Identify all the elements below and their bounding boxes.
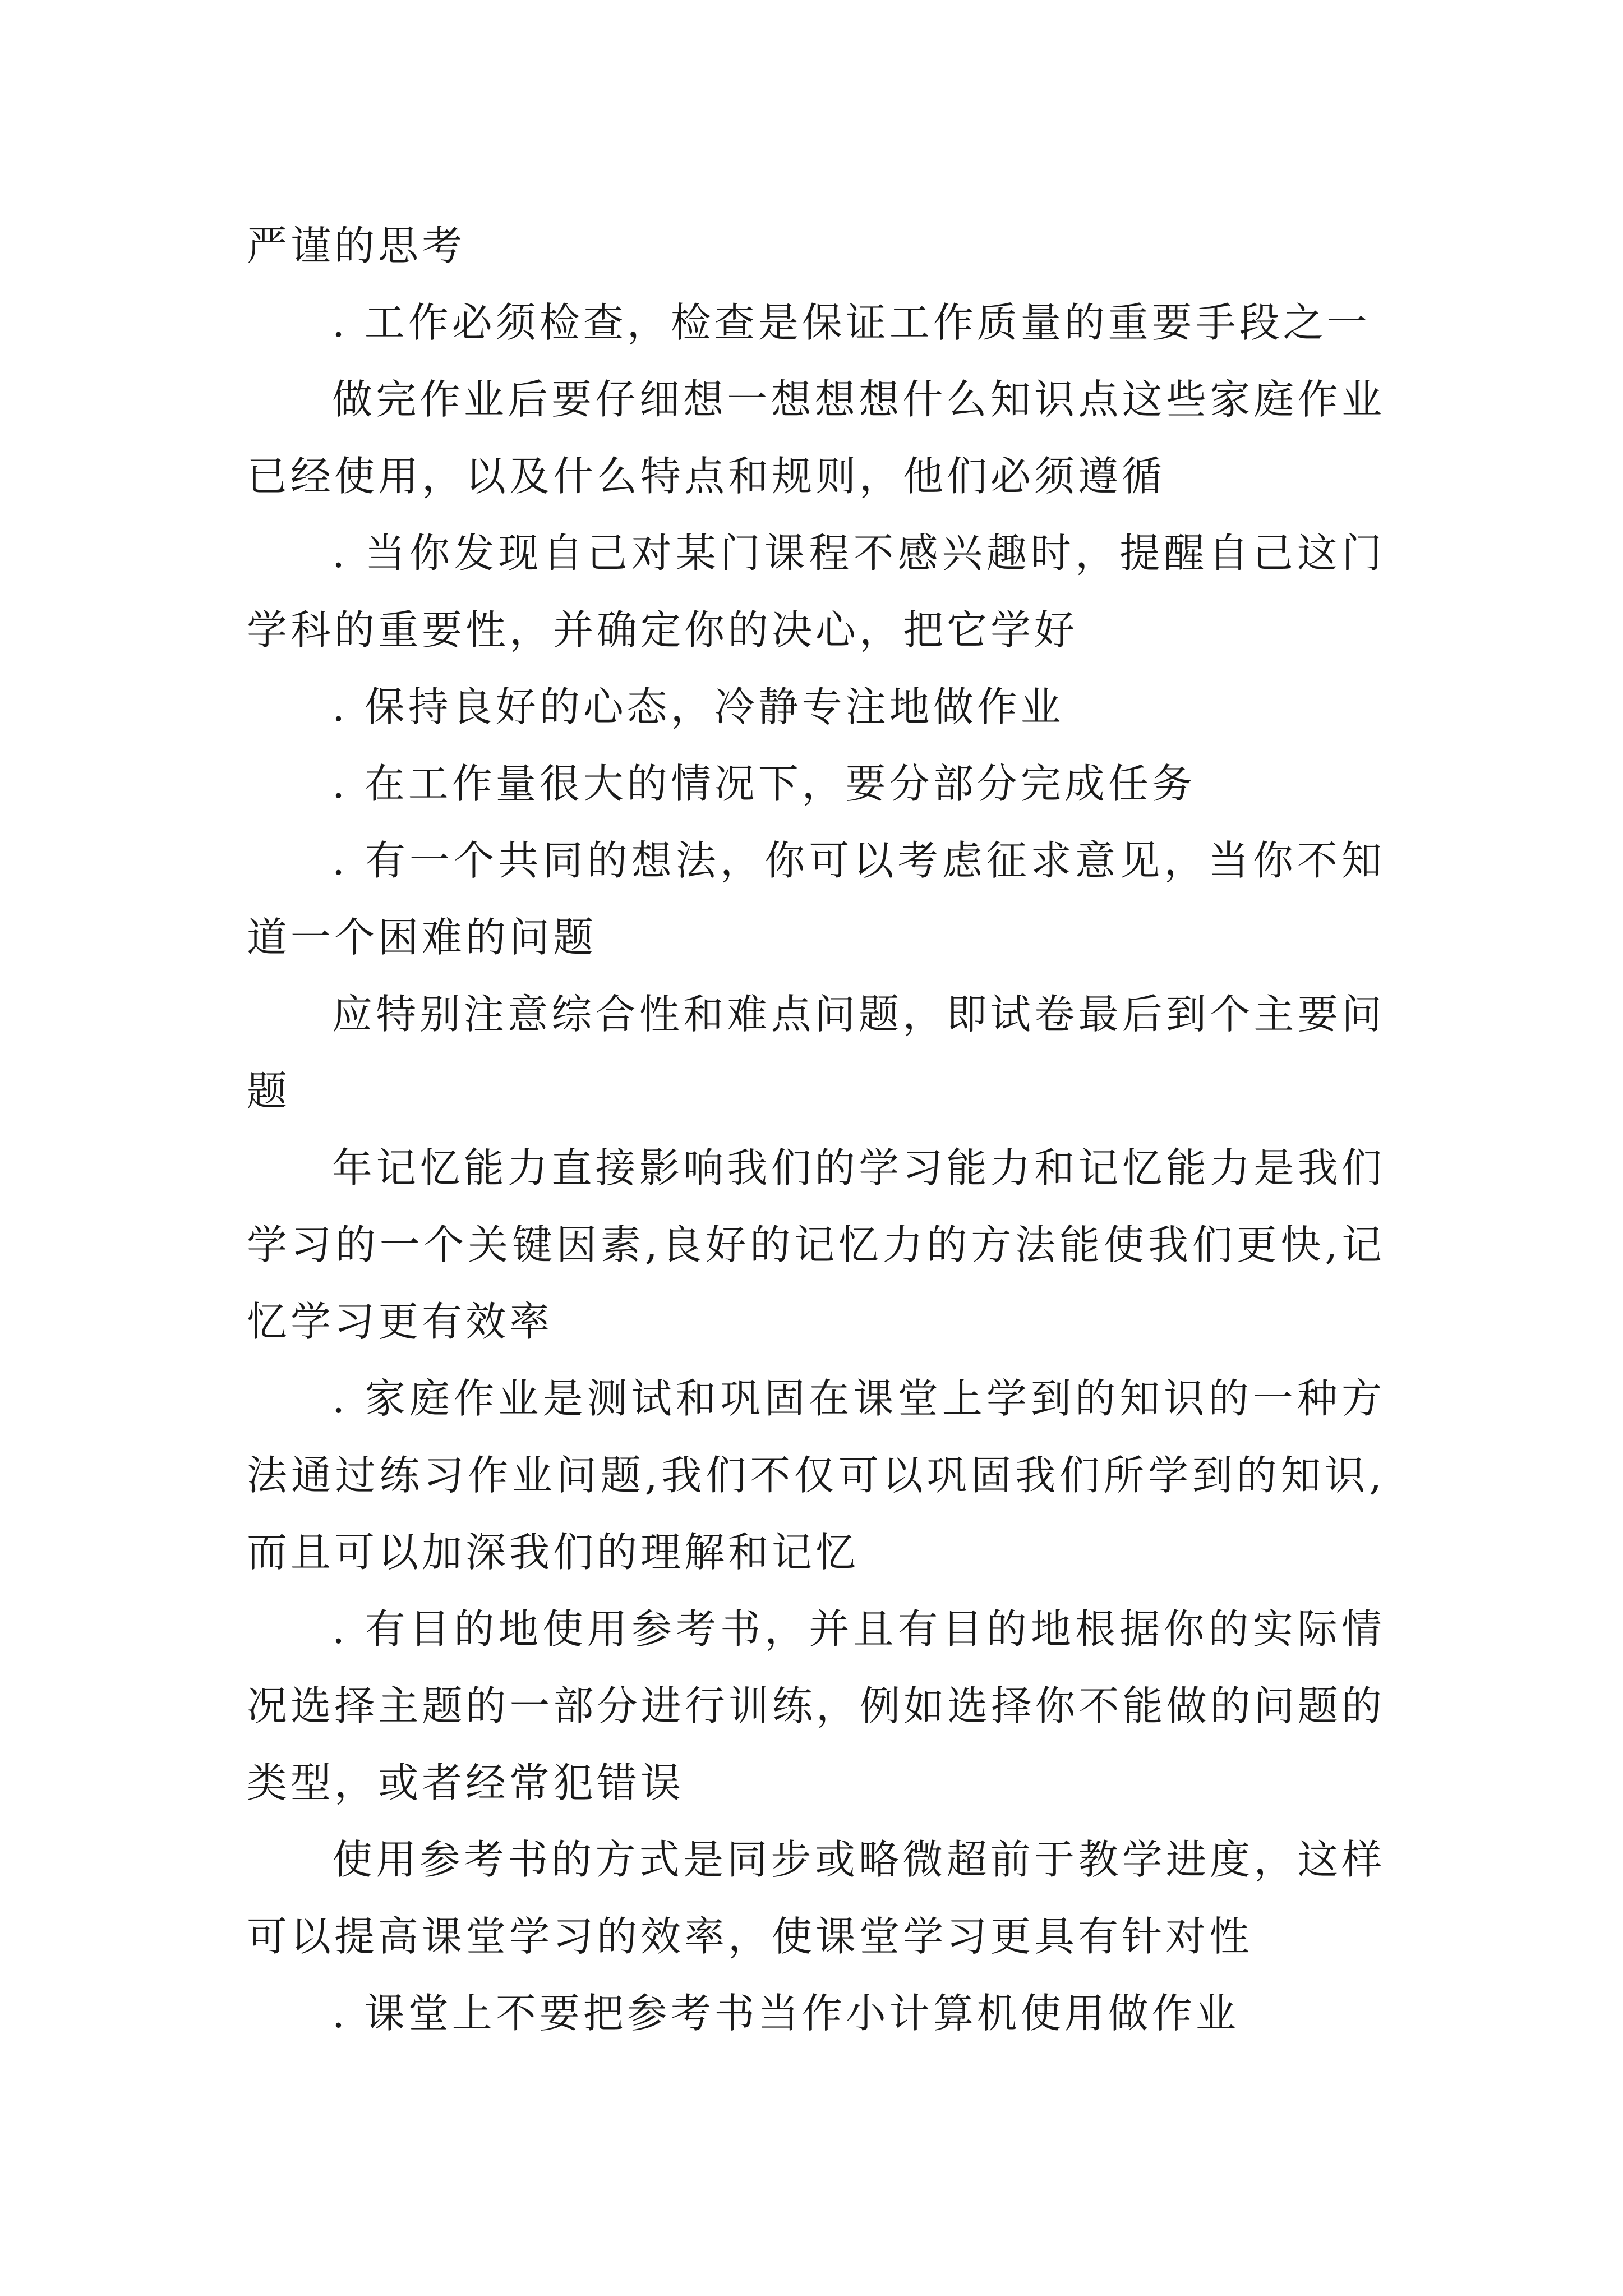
paragraph-5: . 保持良好的心态，冷静专注地做作业 — [332, 683, 1064, 730]
paragraph-8: 应特别注意综合性和难点问题，即试卷最后到个主要问题 — [247, 991, 1385, 1115]
paragraph-13: . 课堂上不要把参考书当作小计算机使用做作业 — [332, 1990, 1239, 2037]
paragraph-10: . 家庭作业是测试和巩固在课堂上学到的知识的一种方法通过练习作业问题,我们不仅可以巩固我们所学到的知识,而且可以加深我们的理解和记忆 — [247, 1375, 1385, 1576]
paragraph-2: . 工作必须检查，检查是保证工作质量的重要手段之一 — [332, 299, 1371, 346]
paragraph-6: . 在工作量很大的情况下，要分部分完成任务 — [332, 760, 1196, 807]
paragraph-11: . 有目的地使用参考书，并且有目的地根据你的实际情况选择主题的一部分进行训练，例如选择你不能做的问题的类型，或者经常犯错误 — [247, 1605, 1385, 1806]
paragraph-4: . 当你发现自己对某门课程不感兴趣时，提醒自己这门学科的重要性，并确定你的决心，把它学好 — [247, 530, 1385, 654]
paragraph-12: 使用参考书的方式是同步或略微超前于教学进度，这样可以提高课堂学习的效率，使课堂学习更具有针对性 — [247, 1836, 1385, 1960]
paragraph-9: 年记忆能力直接影响我们的学习能力和记忆能力是我们学习的一个关键因素,良好的记忆力的方法能使我们更快,记忆学习更有效率 — [247, 1144, 1385, 1345]
paragraph-7: . 有一个共同的想法，你可以考虑征求意见，当你不知道一个困难的问题 — [247, 837, 1385, 961]
paragraph-1: 严谨的思考 — [247, 222, 466, 269]
document-body — [247, 208, 1385, 2052]
paragraph-3: 做完作业后要仔细想一想想想什么知识点这些家庭作业已经使用，以及什么特点和规则，他们必须遵循 — [247, 376, 1385, 500]
